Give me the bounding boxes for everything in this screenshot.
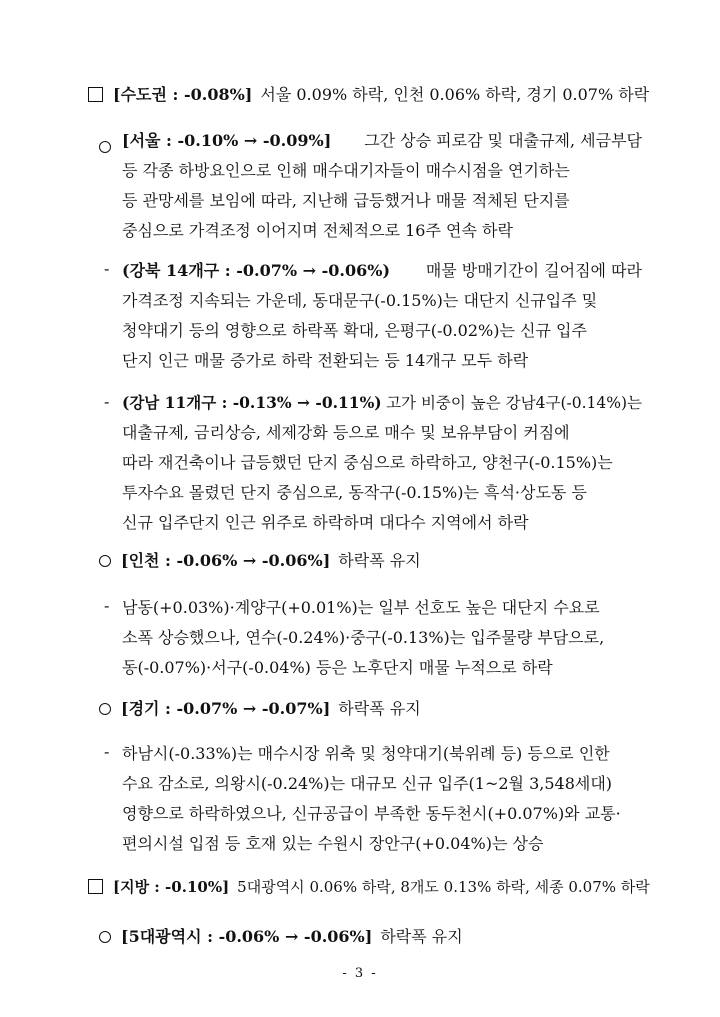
- seoul-line-2: [122, 156, 642, 186]
- gyeonggi-head: [99, 696, 421, 719]
- seoul-paragraph: [122, 126, 642, 246]
- seoul-line-1: [122, 126, 642, 156]
- gangnam-paragraph: [122, 388, 642, 538]
- gyeonggi-line-4: [122, 829, 642, 859]
- gyeonggi-line-3: [122, 799, 642, 829]
- seoul-label: [서울 : -0.10% → -0.09%]: [122, 131, 332, 150]
- metro5-label: [5대광역시 : -0.06% → -0.06%]: [121, 927, 373, 946]
- metro5-head: [99, 924, 463, 947]
- region-summary: 5대광역시 0.06% 하락, 8개도 0.13% 하락, 세종 0.07% 하락: [237, 878, 650, 896]
- gangnam-line-1: [122, 388, 642, 418]
- seoul-line-3-text: 등 관망세를 보임에 따라, 지난해 급등했거나 매물 적체된 단지를: [122, 191, 570, 210]
- gangnam-line-4: [122, 478, 642, 508]
- incheon-dash: -: [104, 596, 110, 615]
- gangbuk-line-3: [122, 316, 642, 346]
- gangbuk-line-4-text: 단지 인근 매물 증가로 하락 전환되는 등 14개구 모두 하락: [122, 351, 529, 370]
- gangbuk-label: (강북 14개구 : -0.07% → -0.06%): [122, 261, 391, 280]
- checkbox-icon: [88, 879, 103, 894]
- page-number: - 3 -: [342, 966, 378, 981]
- gyeonggi-line-2: [122, 769, 642, 799]
- circle-bullet-icon: [99, 555, 111, 567]
- circle-bullet-icon: [99, 703, 111, 715]
- gangbuk-line-4: [122, 346, 642, 376]
- gyeonggi-line-2-text: 수요 감소로, 의왕시(-0.24%)는 대규모 신규 입주(1~2월 3,548세대): [122, 774, 613, 793]
- incheon-line-1: [122, 593, 642, 623]
- gangbuk-paragraph: [122, 256, 642, 376]
- gangbuk-line-1: [122, 256, 642, 286]
- seoul-line-3: [122, 186, 642, 216]
- seoul-bullet: [99, 137, 111, 156]
- gyeonggi-line-1: [122, 739, 642, 769]
- gangbuk-line-2: [122, 286, 642, 316]
- gangnam-label: (강남 11개구 : -0.13% → -0.11%): [122, 393, 382, 412]
- gangbuk-line-3-text: 청약대기 등의 영향으로 하락폭 확대, 은평구(-0.02%)는 신규 입주: [122, 321, 587, 340]
- incheon-label: [인천 : -0.06% → -0.06%]: [121, 551, 331, 570]
- gangbuk-dash: -: [104, 259, 110, 278]
- gyeonggi-paragraph: [122, 739, 642, 859]
- gangnam-line-3: [122, 448, 642, 478]
- gangbuk-line-2-text: 가격조정 지속되는 가운데, 동대문구(-0.15%)는 대단지 신규입주 및: [122, 291, 598, 310]
- metro5-summary: 하락폭 유지: [380, 927, 463, 946]
- gyeonggi-line-4-text: 편의시설 입점 등 호재 있는 수원시 장안구(+0.04%)는 상승: [122, 834, 544, 853]
- region-label: [지방 : -0.10%]: [113, 878, 230, 896]
- gyeonggi-line-1-text: 하남시(-0.33%)는 매수시장 위축 및 청약대기(북위례 등) 등으로 인한: [122, 744, 610, 763]
- gangbuk-line-1-text: 매물 방매기간이 길어짐에 따라: [425, 261, 642, 280]
- incheon-line-2-text: 소폭 상승했으나, 연수(-0.24%)·중구(-0.13%)는 입주물량 부담으로,: [122, 628, 605, 647]
- incheon-paragraph: [122, 593, 642, 683]
- incheon-line-3-text: 동(-0.07%)·서구(-0.04%) 등은 노후단지 매물 누적으로 하락: [122, 658, 553, 677]
- capital-summary: 서울 0.09% 하락, 인천 0.06% 하락, 경기 0.07% 하락: [260, 85, 650, 104]
- gyeonggi-label: [경기 : -0.07% → -0.07%]: [121, 699, 331, 718]
- gangnam-line-2: [122, 418, 642, 448]
- circle-bullet-icon: [99, 141, 111, 153]
- gyeonggi-line-3-text: 영향으로 하락하였으나, 신규공급이 부족한 동두천시(+0.07%)와 교통·: [122, 804, 621, 823]
- incheon-head: [99, 548, 421, 571]
- incheon-line-2: [122, 623, 642, 653]
- gangnam-line-3-text: 따라 재건축이나 급등했던 단지 중심으로 하락하고, 양천구(-0.15%)는: [122, 453, 613, 472]
- seoul-line-4-text: 중심으로 가격조정 이어지며 전체적으로 16주 연속 하락: [122, 221, 513, 240]
- gyeonggi-summary: 하락폭 유지: [338, 699, 421, 718]
- gyeonggi-dash: -: [104, 742, 110, 761]
- seoul-line-4: [122, 216, 642, 246]
- incheon-line-3: [122, 653, 642, 683]
- gangnam-line-5-text: 신규 입주단지 인근 위주로 하락하며 대다수 지역에서 하락: [122, 513, 529, 532]
- gangnam-dash: -: [104, 392, 110, 411]
- incheon-summary: 하락폭 유지: [338, 551, 421, 570]
- capital-label: [수도권 : -0.08%]: [113, 85, 253, 104]
- gangnam-line-5: [122, 508, 642, 538]
- gangnam-line-1-text: 고가 비중이 높은 강남4구(-0.14%)는: [386, 394, 642, 412]
- seoul-line-1-text: 그간 상승 피로감 및 대출규제, 세금부담: [364, 131, 642, 150]
- seoul-line-2-text: 등 각종 하방요인으로 인해 매수대기자들이 매수시점을 연기하는: [122, 161, 570, 180]
- circle-bullet-icon: [99, 931, 111, 943]
- section-capital-head: [88, 82, 649, 105]
- section-region-head: [88, 876, 650, 897]
- gangnam-line-2-text: 대출규제, 금리상승, 세제강화 등으로 매수 및 보유부담이 커짐에: [122, 423, 570, 442]
- incheon-line-1-text: 남동(+0.03%)·계양구(+0.01%)는 일부 선호도 높은 대단지 수요로: [122, 598, 600, 617]
- checkbox-icon: [88, 87, 103, 102]
- gangnam-line-4-text: 투자수요 몰렸던 단지 중심으로, 동작구(-0.15%)는 흑석·상도동 등: [122, 483, 587, 502]
